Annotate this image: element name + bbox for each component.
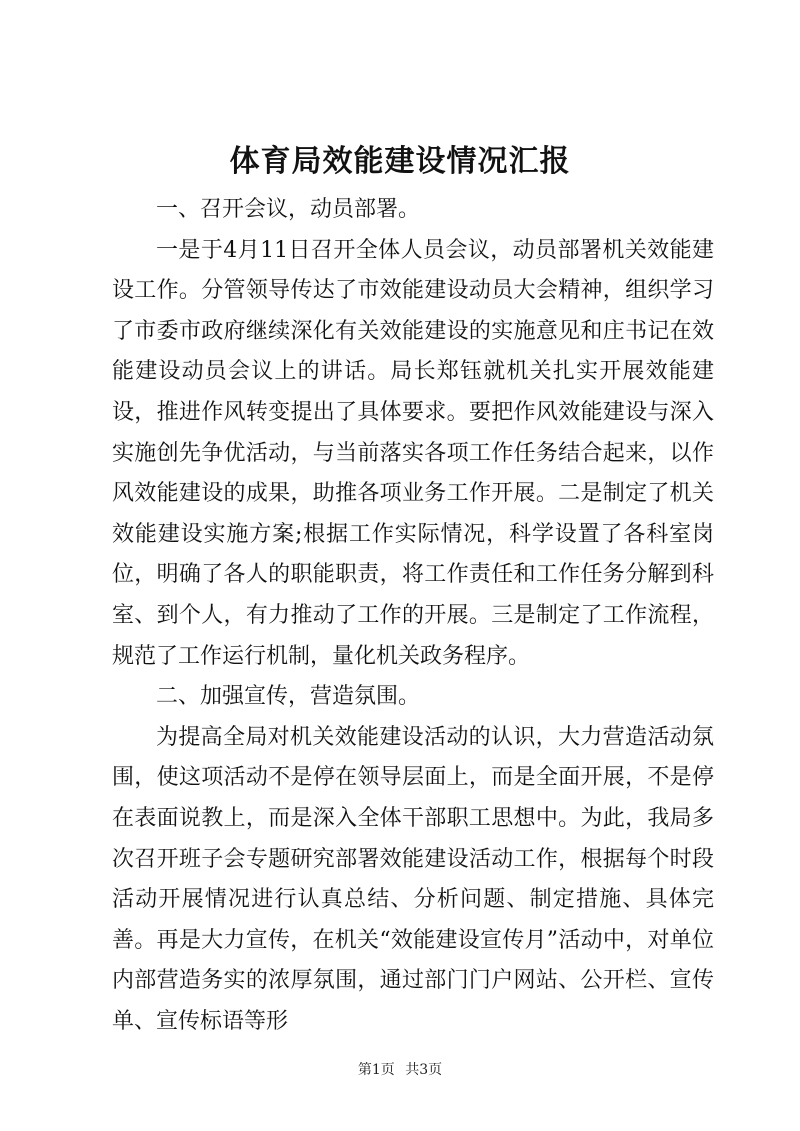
document-body — [112, 190, 714, 1042]
page-number: 第1页 — [357, 1062, 395, 1078]
page-footer — [0, 1060, 800, 1080]
document-title: 体育局效能建设情况汇报 — [229, 144, 571, 179]
section-heading-2: 二、加强宣传，营造氛围。 — [156, 684, 421, 710]
page-total: 共3页 — [405, 1062, 443, 1078]
body-paragraph-2: 为提高全局对机关效能建设活动的认识，大力营造活动氛围，使这项活动不是停在领导层面上，而是全面开展，不是停在表面说教上，而是深入全体干部职工思想中。为此，我局多次召开班子会专题研究部署效能建设活动工作，根据每个时段活动开展情况进行认真总结、分析问题、制定措施、具体完善。再是大力宣传，在机关“效能建设宣传月”活动中，对单位内部营造务实的浓厚氛围，通过部门门户网站、公开栏、宣传单、宣传标语等形 — [112, 724, 714, 1034]
body-paragraph-1: 一是于4月11日召开全体人员会议，动员部署机关效能建设工作。分管领导传达了市效能建设动员大会精神，组织学习了市委市政府继续深化有关效能建设的实施意见和庄书记在效能建设动员会议上的讲话。局长郑钰就机关扎实开展效能建设，推进作风转变提出了具体要求。要把作风效能建设与深入实施创先争优活动，与当前落实各项工作任务结合起来，以作风效能建设的成果，助推各项业务工作开展。二是制定了机关效能建设实施方案;根据工作实际情况，科学设置了各科室岗位，明确了各人的职能职责，将工作责任和工作任务分解到科室、到个人，有力推动了工作的开展。三是制定了工作流程，规范了工作运行机制，量化机关政务程序。 — [112, 237, 714, 669]
section-heading-1: 一、召开会议，动员部署。 — [156, 197, 421, 222]
